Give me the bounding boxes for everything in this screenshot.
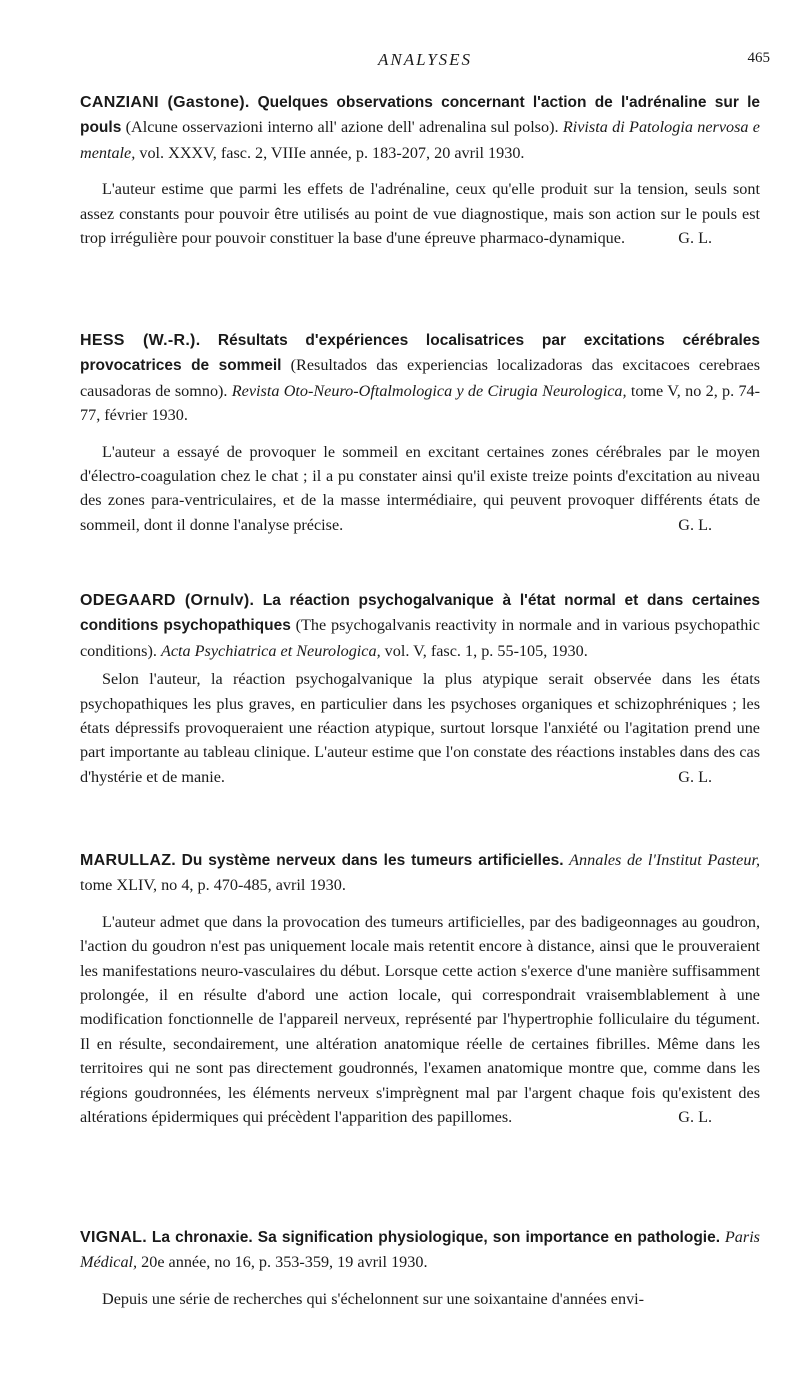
original-title: (Resultados das experiencias localizadoras das excitacoes cerebraes causadoras de somno). xyxy=(80,356,761,400)
abstract-text: Selon l'auteur, la réaction psychogalvanique la plus atypique serait observée dans les états psychopathiques les plus graves, en particulier dans les psychoses organiques et schizophréniques ; les états dépressifs provoqueraient une réaction atypique, surtout lorsque l'anxiété ou l'agitation prend une part importante au tableau clinique. L'auteur estime que l'on constate des réactions instables dans des cas d'hystérie et de manie. xyxy=(80,670,760,786)
journal-name: Revista Oto-Neuro-Oftalmologica y de Cirugia Neurologica, xyxy=(231,381,627,400)
citation xyxy=(80,328,760,428)
abstract-text: L'auteur estime que parmi les effets de l'adrénaline, ceux qu'elle produit sur la tension, seuls sont assez constants pour pouvoir être utilisés au point de vue diagnostique, mais son action sur le pouls est trop irrégulière pour pouvoir constituer la base d'une épreuve pharmaco-dynamique. xyxy=(80,180,760,248)
page-number: 465 xyxy=(747,50,770,66)
original-title: (The psychogalvanis reactivity in normale and in various psychopathic conditions). xyxy=(80,616,760,660)
review-entry-vignal xyxy=(80,1225,760,1311)
review-entry-marullaz xyxy=(80,848,760,1129)
abstract xyxy=(80,910,760,1130)
abstract-text: L'auteur admet que dans la provocation des tumeurs artificielles, par des badigeonnages au goudron, l'action du goudron n'est pas uniquement locale mais retentit encore à distance, ainsi que le prouveraient les manifestations neuro-vasculaires du début. Lorsque cette action s'exerce d'une manière suffisamment prolongée, il en résulte d'abord une action locale, qui correspondrait vraisemblablement à une modification fonctionnelle de l'appareil nerveux, représenté par l'hypertrophie folliculaire du tégument. Il en résulte, secondairement, une altération anatomique réelle de certaines fibrilles. Même dans les territoires qui ne sont pas directement goudronnés, l'examen anatomique montre que, comme dans les régions goudronnées, les éléments nerveux s'imprègnent mal par l'argent chaque fois qu'existent des altérations épidermiques qui précèdent l'apparition des papillomes. xyxy=(80,912,760,1127)
abstract xyxy=(80,177,760,250)
original-title: (Alcune osservazioni interno all' azione dell' adrenalina sul polso). xyxy=(125,118,559,137)
review-entry-odegaard xyxy=(80,588,760,789)
entry-title: La réaction psychogalvanique à l'état normal et dans certaines conditions psychopathiques xyxy=(80,592,760,635)
entry-title: Quelques observations concernant l'action de l'adrénaline sur le pouls xyxy=(80,94,760,137)
citation-details: tome V, no 2, p. 74-77, février 1930. xyxy=(80,381,761,425)
entry-title: Du système nerveux dans les tumeurs artificielles. xyxy=(181,852,564,869)
page-header xyxy=(80,50,770,74)
reviewer-signature: G. L. xyxy=(678,515,712,534)
citation-details: vol. XXXV, fasc. 2, VIIIe année, p. 183-207, 20 avril 1930. xyxy=(139,143,525,162)
reviewer-signature: G. L. xyxy=(678,767,712,786)
entry-author: ODEGAARD (Ornulv). xyxy=(80,592,255,609)
citation-details: tome XLIV, no 4, p. 470-485, avril 1930. xyxy=(80,876,346,895)
abstract-text: L'auteur a essayé de provoquer le sommeil en excitant certaines zones cérébrales par le moyen d'électro-coagulation chez le chat ; il a pu constater ainsi qu'il existe treize points d'excitation au niveau des zones para-ventriculaires, et de la masse intermédiaire, qui peuvent provoquer différents états de sommeil, dont il donne l'analyse précise. xyxy=(80,442,760,534)
entry-author: VIGNAL. xyxy=(80,1229,147,1246)
reviewer-signature: G. L. xyxy=(678,229,712,248)
reviewer-signature: G. L. xyxy=(678,1108,712,1127)
journal-name: Paris Médical, xyxy=(80,1228,760,1272)
entry-author: HESS (W.-R.). xyxy=(80,332,201,349)
entry-author: CANZIANI (Gastone). xyxy=(80,94,250,111)
citation-details: 20e année, no 16, p. 353-359, 19 avril 1930. xyxy=(141,1253,428,1272)
abstract-text: Depuis une série de recherches qui s'échelonnent sur une soixantaine d'années envi- xyxy=(102,1289,645,1308)
citation xyxy=(80,848,760,898)
abstract xyxy=(80,667,760,789)
review-entry-hess xyxy=(80,328,760,537)
journal-name: Annales de l'Institut Pasteur, xyxy=(569,851,760,869)
abstract xyxy=(80,1287,760,1311)
running-title: ANALYSES xyxy=(377,50,473,69)
entry-title: La chronaxie. Sa signification physiologique, son importance en pathologie. xyxy=(151,1229,721,1246)
entry-title: Résultats d'expériences localisatrices par excitations cérébrales provocatrices de sommeil xyxy=(80,332,761,375)
entry-author: MARULLAZ. xyxy=(80,852,177,869)
citation xyxy=(80,90,760,165)
journal-name: Rivista di Patologia nervosa e mentale, xyxy=(80,118,760,162)
abstract xyxy=(80,440,760,538)
citation-details: vol. V, fasc. 1, p. 55-105, 1930. xyxy=(384,641,588,660)
journal-name: Acta Psychiatrica et Neurologica, xyxy=(160,641,381,660)
citation xyxy=(80,1225,760,1275)
review-entry-canziani xyxy=(80,90,760,250)
citation xyxy=(80,588,760,663)
